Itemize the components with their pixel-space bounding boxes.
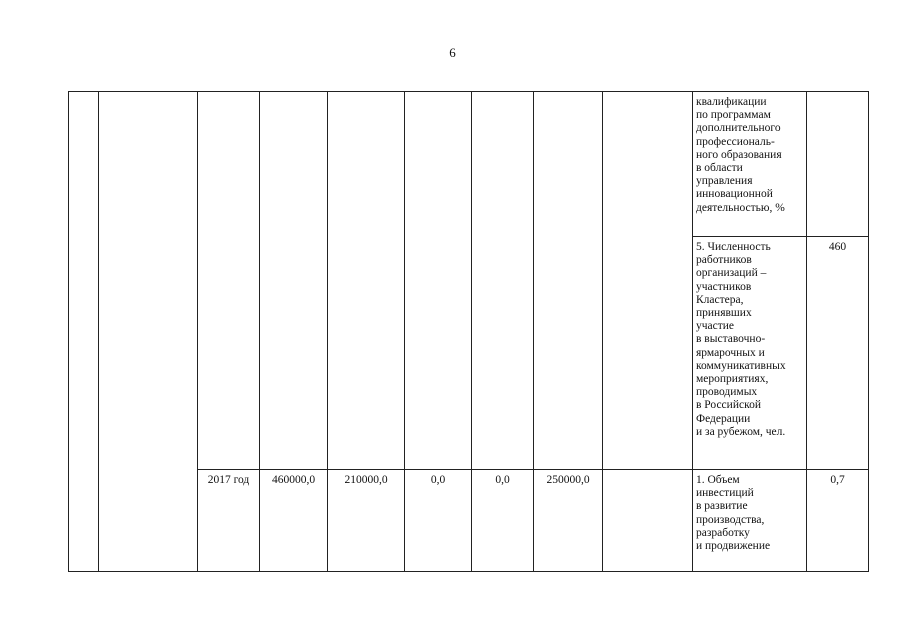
funding-cell [472, 92, 534, 470]
indicator-cell [693, 237, 807, 470]
funding-cell [534, 92, 603, 470]
indicator-cell [693, 92, 807, 237]
indicator-text: 1. Объем инвестиций в развитие производства, разработку и продвижение [696, 474, 771, 553]
indicator-value [807, 92, 869, 237]
funding-cell: 0,0 [405, 470, 472, 572]
funding-cell [405, 92, 472, 470]
indicator-value: 0,7 [807, 470, 869, 572]
total-cell [260, 92, 328, 470]
funding-cell: 210000,0 [328, 470, 405, 572]
index-cell [69, 92, 99, 572]
program-table [68, 91, 869, 572]
indicator-text: 5. Численность работников организаций – участников Кластера, принявших участие в выставочно- ярмарочных и коммуникативных мероприятиях, проводимых в Российской Федерации и за рубежом, чел. [696, 241, 786, 438]
executor-cell [603, 470, 693, 572]
funding-cell [328, 92, 405, 470]
table-row [69, 92, 869, 237]
indicator-text: квалификации по программам дополнительного профессиональ- ного образования в области управления инновационной деятельностью, % [696, 96, 785, 214]
event-name-cell [99, 92, 198, 572]
executor-cell [603, 92, 693, 470]
funding-cell: 250000,0 [534, 470, 603, 572]
indicator-cell [693, 470, 807, 572]
year-cell [198, 92, 260, 470]
page-number: 6 [449, 45, 456, 60]
funding-cell: 0,0 [472, 470, 534, 572]
indicator-value: 460 [807, 237, 869, 470]
year-cell: 2017 год [198, 470, 260, 572]
total-cell: 460000,0 [260, 470, 328, 572]
